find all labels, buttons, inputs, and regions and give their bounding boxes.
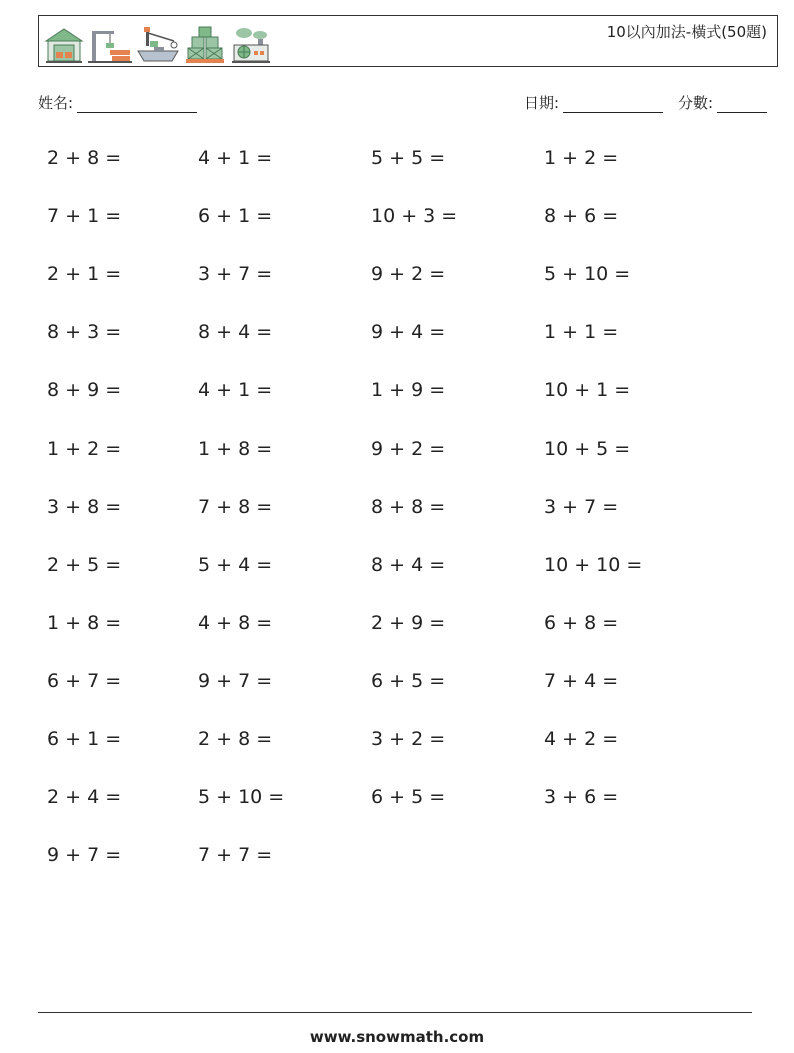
score-field — [678, 92, 767, 113]
problem-item: 6 + 1 = — [47, 728, 122, 750]
problem-item: 1 + 2 = — [544, 147, 619, 169]
problem-item: 5 + 10 = — [544, 263, 631, 286]
problem-item: 9 + 2 = — [371, 263, 446, 286]
problem-item: 1 + 8 = — [47, 611, 122, 634]
worksheet-title: 10以內加法-橫式(50題) — [606, 23, 767, 41]
problem-item: 9 + 7 = — [198, 669, 273, 692]
footer-divider — [38, 1012, 752, 1013]
date-field — [524, 92, 663, 113]
problem-item: 2 + 9 = — [371, 611, 446, 634]
problem-item: 9 + 7 = — [47, 844, 122, 867]
stacked-crates-icon — [184, 25, 226, 65]
problem-item: 5 + 4 = — [198, 553, 273, 576]
problem-item: 4 + 1 = — [198, 147, 273, 169]
problem-item: 3 + 7 = — [198, 263, 273, 286]
problem-item: 6 + 5 = — [371, 669, 446, 692]
problem-item: 7 + 1 = — [47, 205, 122, 228]
problem-item: 6 + 7 = — [47, 669, 122, 692]
problem-item: 3 + 2 = — [371, 728, 446, 750]
problem-item: 10 + 3 = — [371, 205, 458, 228]
problem-item: 6 + 1 = — [198, 205, 273, 228]
score-blank-line[interactable] — [717, 96, 767, 113]
crane-cargo-icon — [88, 25, 132, 65]
problem-item: 1 + 2 = — [47, 437, 122, 460]
problem-item: 8 + 6 = — [544, 205, 619, 228]
problem-item: 7 + 8 = — [198, 495, 273, 518]
problem-item: 4 + 2 = — [544, 728, 619, 750]
factory-globe-icon — [230, 25, 272, 65]
problem-item: 3 + 8 = — [47, 495, 122, 518]
problem-item: 7 + 4 = — [544, 669, 619, 692]
problem-item: 8 + 8 = — [371, 495, 446, 518]
port-crane-ship-icon — [136, 25, 180, 65]
date-label: 日期: — [524, 94, 560, 112]
date-blank-line[interactable] — [563, 96, 663, 113]
problem-item: 10 + 10 = — [544, 553, 643, 576]
problem-item: 8 + 4 = — [371, 553, 446, 576]
problem-item: 7 + 7 = — [198, 844, 273, 867]
problem-item: 2 + 8 = — [47, 147, 122, 169]
problem-item: 2 + 5 = — [47, 553, 122, 576]
problem-item: 1 + 8 = — [198, 437, 273, 460]
problem-item: 8 + 9 = — [47, 379, 122, 402]
problem-item: 2 + 4 = — [47, 786, 122, 809]
problem-item: 2 + 1 = — [47, 263, 122, 286]
header-box — [38, 15, 778, 67]
problem-item: 10 + 1 = — [544, 379, 631, 402]
problem-item: 8 + 3 = — [47, 321, 122, 344]
problem-item: 3 + 7 = — [544, 495, 619, 518]
score-label: 分數: — [678, 94, 714, 112]
problem-item: 8 + 4 = — [198, 321, 273, 344]
problem-item: 4 + 8 = — [198, 611, 273, 634]
problem-item: 1 + 9 = — [371, 379, 446, 402]
problem-item: 6 + 8 = — [544, 611, 619, 634]
warehouse-icon — [44, 25, 84, 65]
problem-item: 5 + 5 = — [371, 147, 446, 169]
problem-item: 4 + 1 = — [198, 379, 273, 402]
name-label: 姓名: — [38, 94, 74, 112]
name-blank-line[interactable] — [77, 96, 197, 113]
problem-item: 6 + 5 = — [371, 786, 446, 809]
problem-item: 10 + 5 = — [544, 437, 631, 460]
problem-item: 1 + 1 = — [544, 321, 619, 344]
name-field — [38, 92, 197, 113]
problem-item: 9 + 2 = — [371, 437, 446, 460]
problem-item: 5 + 10 = — [198, 786, 285, 809]
problem-item: 9 + 4 = — [371, 321, 446, 344]
problem-item: 2 + 8 = — [198, 728, 273, 750]
footer-url: www.snowmath.com — [309, 1028, 485, 1046]
problem-item: 3 + 6 = — [544, 786, 619, 809]
header-icons — [44, 19, 272, 65]
